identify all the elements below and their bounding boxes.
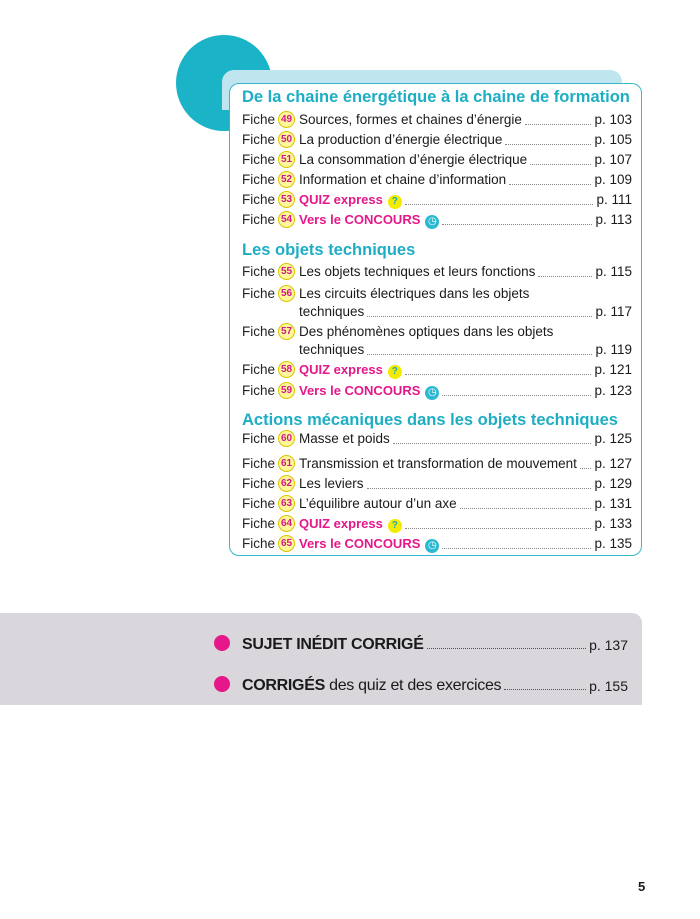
dot-leader (442, 224, 592, 225)
toc-entry[interactable] (242, 361, 632, 379)
fiche-number-badge: 50 (278, 131, 295, 148)
page-ref: p. 135 (594, 536, 632, 551)
fiche-number-badge: 57 (278, 323, 295, 340)
dot-leader (442, 395, 591, 396)
fiche-label: Fiche (242, 516, 276, 531)
entry-title: QUIZ express (299, 192, 383, 207)
entry-title: Masse et poids (299, 431, 390, 446)
toc-entry[interactable] (242, 285, 632, 321)
clock-icon: ◷ (425, 386, 439, 400)
entry-title: Sources, formes et chaines d’énergie (299, 112, 522, 127)
fiche-number-badge: 56 (278, 285, 295, 302)
toc-entry[interactable] (242, 171, 632, 189)
page-ref: p. 105 (594, 132, 632, 147)
entry-title: Les leviers (299, 476, 364, 491)
toc-entry[interactable] (242, 455, 632, 473)
fiche-number-badge: 54 (278, 211, 295, 228)
dot-leader (367, 316, 592, 317)
entry-title: Information et chaine d’information (299, 172, 507, 187)
dot-leader (530, 164, 591, 165)
entry-bold-label: CORRIGÉS (242, 677, 325, 694)
toc-entry[interactable] (242, 535, 632, 553)
entry-title: Vers le CONCOURS (299, 536, 421, 551)
bullet-dot (214, 635, 230, 651)
toc-entry[interactable] (242, 323, 632, 359)
fiche-label: Fiche (242, 152, 276, 167)
fiche-number-badge: 62 (278, 475, 295, 492)
fiche-label: Fiche (242, 286, 276, 301)
entry-title: La production d’énergie électrique (299, 132, 503, 147)
dot-leader (442, 548, 591, 549)
fiche-number-badge: 51 (278, 151, 295, 168)
dot-leader (405, 374, 592, 375)
dot-leader (405, 204, 594, 205)
page-ref: p. 127 (594, 456, 632, 471)
fiche-number-badge: 65 (278, 535, 295, 552)
fiche-label: Fiche (242, 383, 276, 398)
dot-leader (405, 528, 592, 529)
toc-entry[interactable] (242, 111, 632, 129)
fiche-number-badge: 49 (278, 111, 295, 128)
fiche-label: Fiche (242, 112, 276, 127)
fiche-number-badge: 53 (278, 191, 295, 208)
page-ref: p. 131 (594, 496, 632, 511)
dot-leader (427, 648, 586, 649)
clock-icon: ◷ (425, 539, 439, 553)
entry-title: QUIZ express (299, 516, 383, 531)
entry-title: Les objets techniques et leurs fonctions (299, 264, 536, 279)
dot-leader (367, 354, 592, 355)
entry-bold-label: SUJET INÉDIT CORRIGÉ (242, 636, 424, 653)
toc-entry[interactable] (242, 430, 632, 448)
entry-title-continued: techniques (299, 342, 365, 357)
dot-leader (509, 184, 591, 185)
toc-entry[interactable] (242, 475, 632, 493)
question-icon: ? (388, 365, 402, 379)
bottom-entry[interactable] (214, 671, 628, 695)
dot-leader (504, 689, 586, 690)
toc-entry[interactable] (242, 211, 632, 229)
toc-entry[interactable] (242, 131, 632, 149)
fiche-number-badge: 59 (278, 382, 295, 399)
dot-leader (525, 124, 592, 125)
toc-entry[interactable] (242, 515, 632, 533)
question-icon: ? (388, 519, 402, 533)
fiche-label: Fiche (242, 264, 276, 279)
fiche-label: Fiche (242, 172, 276, 187)
dot-leader (505, 144, 591, 145)
page-ref: p. 107 (594, 152, 632, 167)
page-ref: p. 109 (594, 172, 632, 187)
fiche-number-badge: 55 (278, 263, 295, 280)
fiche-label: Fiche (242, 324, 276, 339)
fiche-number-badge: 63 (278, 495, 295, 512)
page-ref: p. 137 (589, 637, 628, 653)
bottom-entry[interactable] (214, 630, 628, 654)
clock-icon: ◷ (425, 215, 439, 229)
entry-title: La consommation d’énergie électrique (299, 152, 528, 167)
page-ref: p. 129 (594, 476, 632, 491)
page-ref: p. 115 (595, 264, 632, 279)
fiche-number-badge: 58 (278, 361, 295, 378)
page-ref: p. 155 (589, 678, 628, 694)
page-ref: p. 113 (595, 212, 632, 227)
page-ref: p. 103 (594, 112, 632, 127)
page-ref: p. 111 (596, 192, 632, 207)
page-number: 5 (638, 879, 646, 894)
entry-rest-label: des quiz et des exercices (324, 677, 502, 694)
fiche-label: Fiche (242, 496, 276, 511)
fiche-label: Fiche (242, 536, 276, 551)
fiche-label: Fiche (242, 192, 276, 207)
fiche-number-badge: 61 (278, 455, 295, 472)
page-ref: p. 119 (595, 342, 632, 357)
fiche-label: Fiche (242, 132, 276, 147)
fiche-label: Fiche (242, 212, 276, 227)
fiche-label: Fiche (242, 476, 276, 491)
dot-leader (367, 488, 592, 489)
toc-entry[interactable] (242, 191, 632, 209)
page-ref: p. 117 (595, 304, 632, 319)
entry-title: Transmission et transformation de mouvement (299, 456, 577, 471)
section-title: De la chaine énergétique à la chaine de formation (242, 88, 630, 106)
toc-entry[interactable] (242, 263, 632, 281)
fiche-number-badge: 64 (278, 515, 295, 532)
entry-title: L’équilibre autour d’un axe (299, 496, 457, 511)
toc-entry[interactable] (242, 495, 632, 513)
section-title: Les objets techniques (242, 241, 416, 259)
toc-entry[interactable] (242, 382, 632, 400)
fiche-number-badge: 52 (278, 171, 295, 188)
entry-title: QUIZ express (299, 362, 383, 377)
entry-title: Des phénomènes optiques dans les objets (299, 324, 554, 339)
bullet-dot (214, 676, 230, 692)
entry-title-continued: techniques (299, 304, 365, 319)
dot-leader (580, 468, 592, 469)
toc-entry[interactable] (242, 151, 632, 169)
page-ref: p. 125 (594, 431, 632, 446)
entry-title: Vers le CONCOURS (299, 212, 421, 227)
fiche-label: Fiche (242, 431, 276, 446)
dot-leader (538, 276, 592, 277)
page-ref: p. 121 (594, 362, 632, 377)
fiche-number-badge: 60 (278, 430, 295, 447)
fiche-label: Fiche (242, 456, 276, 471)
section-title: Actions mécaniques dans les objets techniques (242, 411, 618, 429)
entry-title: Vers le CONCOURS (299, 383, 421, 398)
page-ref: p. 133 (594, 516, 632, 531)
fiche-label: Fiche (242, 362, 276, 377)
page-ref: p. 123 (594, 383, 632, 398)
question-icon: ? (388, 195, 402, 209)
dot-leader (393, 443, 592, 444)
dot-leader (460, 508, 592, 509)
entry-title: Les circuits électriques dans les objets (299, 286, 530, 301)
